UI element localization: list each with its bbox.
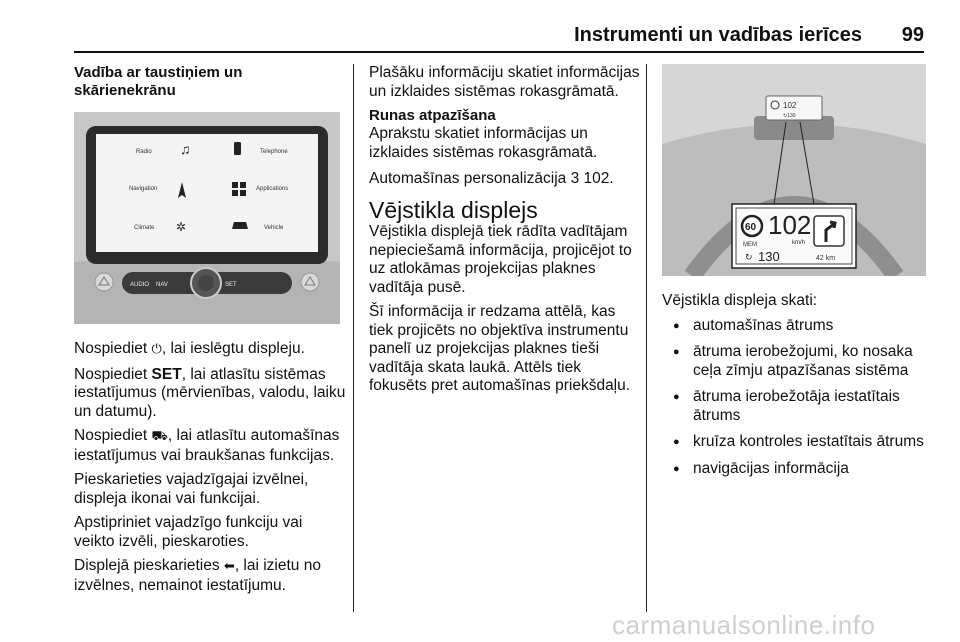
left-column-text — [74, 340, 346, 601]
screen-label-navigation[interactable]: Navigation — [129, 186, 158, 192]
hud-speed-limit: 60 — [745, 222, 757, 233]
head-up-display-figure — [662, 64, 926, 276]
hud-mini-cruise: ↻130 — [783, 113, 796, 119]
vehicle-car-icon[interactable] — [232, 222, 248, 229]
hud-distance: 42 km — [816, 255, 836, 262]
list-item: ● ātruma ierobežotāja iestatītais ātrums — [662, 388, 932, 425]
paragraph: Apstipriniet vajadzīgo funkciju vai veikto izvēli, pieskaroties. — [74, 514, 303, 550]
paragraph: Aprakstu skatiet informācijas un izklaides sistēmas rokasgrāmatā. — [369, 125, 598, 161]
hud-mem-label: MEM — [743, 242, 757, 248]
middle-column — [369, 64, 641, 402]
back-arrow-icon: ⬅ — [223, 559, 235, 574]
music-icon[interactable]: ♫ — [180, 141, 191, 157]
hud-speed: 102 — [768, 210, 812, 240]
page-title: Instrumenti un vadības ierīces — [574, 24, 862, 46]
screen-label-applications[interactable]: Applications — [256, 186, 289, 192]
reference-arrow-icon: 3 — [570, 170, 580, 187]
hud-cruise-speed: 130 — [758, 249, 780, 264]
navigation-turn-icon — [814, 216, 844, 246]
climate-fan-icon[interactable]: ✲ — [176, 220, 187, 234]
page-header — [0, 0, 960, 52]
column-divider — [353, 64, 354, 612]
list-item: ● kruīza kontroles iestatītais ātrums — [662, 433, 932, 452]
section-heading: Vējstikla displejs — [369, 196, 538, 223]
screen-label-radio[interactable]: Radio — [136, 149, 152, 155]
page-number: 99 — [901, 24, 924, 46]
right-column — [662, 292, 932, 486]
paragraph: Vējstikla displeja skati: — [662, 292, 818, 309]
paragraph: Šī informācija ir redzama attēlā, kas tiek projicēts no objektīva instrumentu panelī uz projekcijas plaknes tieši vadītāja skata laukā. Attēls tiek fokusēts pret automašīnas priekšdaļu. — [369, 303, 631, 394]
paragraph: Nospiediet ⏻, lai ieslēgtu displeju. — [74, 340, 305, 357]
list-item: ● ātruma ierobežojumi, ko nosaka ceļa zīmju atpazīšanas sistēma — [662, 343, 932, 380]
paragraph: Nospiediet SET, lai atlasītu sistēmas iestatījumus (mērvienības, valodu, laiku un datumu). — [74, 365, 346, 420]
infotainment-screen-figure — [74, 112, 340, 324]
paragraph: Pieskarieties vajadzīgajai izvēlnei, displeja ikonai vai funkcijai. — [74, 471, 309, 507]
set-keyword: SET — [151, 365, 182, 383]
paragraph: Displejā pieskarieties ⬅, lai izietu no izvēlnes, nemainot iestatījumu. — [74, 557, 321, 594]
hud-mini-speed: 102 — [783, 101, 797, 110]
audio-button[interactable]: AUDIO — [130, 282, 150, 288]
paragraph: Nospiediet ⛟, lai atlasītu automašīnas iestatījumus vai braukšanas funkcijas. — [74, 427, 340, 464]
list-item: ● navigācijas informācija — [662, 460, 932, 479]
nav-button[interactable]: NAV — [156, 282, 168, 288]
section-subheading: Vadība ar taustiņiem un skārienekrānu — [74, 64, 243, 99]
paragraph: Plašāku informāciju skatiet informācijas un izklaides sistēmas rokasgrāmatā. — [369, 64, 640, 100]
list-item: ● automašīnas ātrums — [662, 317, 932, 336]
paragraph: Automašīnas personalizācija 3 102. — [369, 170, 614, 187]
phone-icon[interactable] — [234, 142, 241, 155]
power-icon: ⏻ — [151, 342, 162, 357]
set-button[interactable]: SET — [225, 282, 237, 288]
watermark: carmanualsonline.info — [612, 610, 876, 640]
header-rule — [74, 51, 924, 53]
screen-label-climate[interactable]: Climate — [134, 225, 155, 231]
screen-label-telephone[interactable]: Telephone — [260, 149, 288, 155]
car-settings-icon: ⛟ — [151, 429, 168, 444]
screen-label-vehicle[interactable]: Vehicle — [264, 225, 284, 231]
column-divider — [646, 64, 647, 612]
left-column — [74, 64, 346, 100]
paragraph: Vējstikla displejā tiek rādīta vadītājam nepieciešamā informācija, projicējot to uz atlokāmas projekcijas plaknes vadītāja pusē. — [369, 223, 632, 296]
speech-recognition-heading: Runas atpazīšana — [369, 107, 496, 124]
hud-speed-unit: km/h — [792, 240, 806, 246]
hud-views-list — [662, 317, 932, 479]
cruise-control-icon: ↻ — [745, 253, 753, 263]
